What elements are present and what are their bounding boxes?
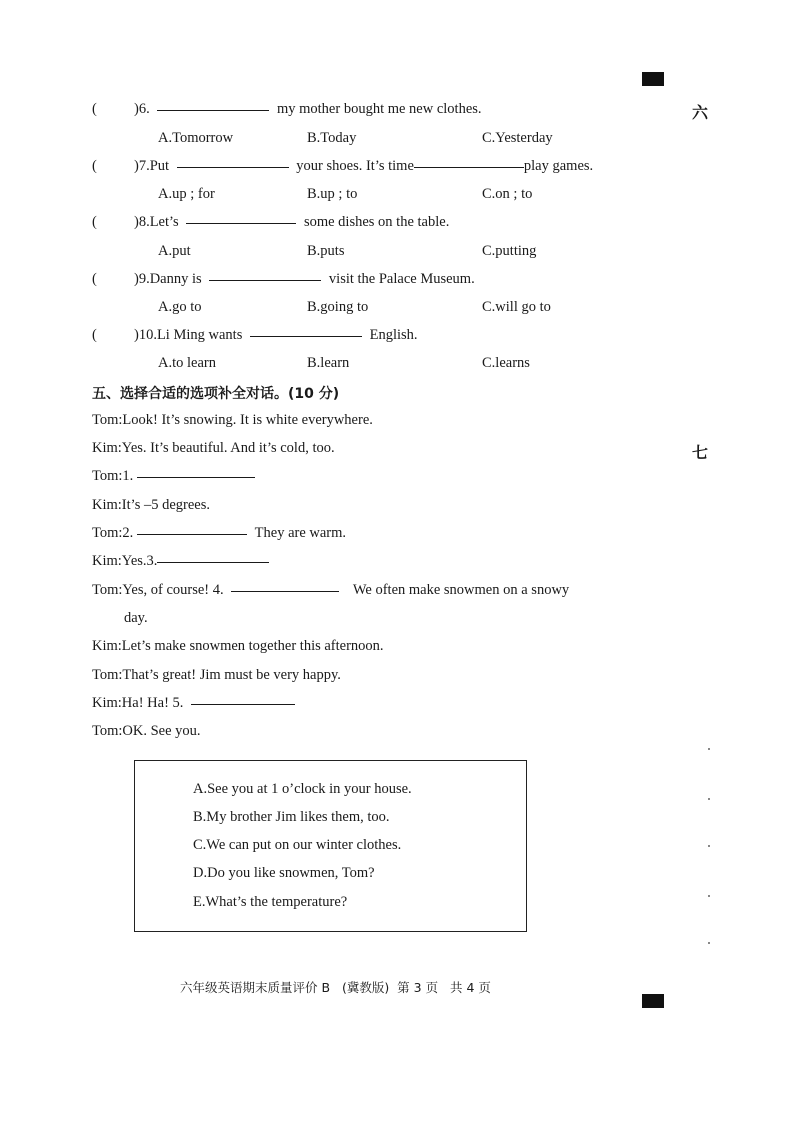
answer-blank[interactable] — [250, 335, 362, 337]
dialogue-text: Tom:Yes, of course! 4. — [92, 582, 224, 598]
scan-dot — [708, 942, 710, 944]
answer-blank[interactable] — [186, 222, 296, 224]
choice-b[interactable]: B.My brother Jim likes them, too. — [193, 809, 390, 825]
option-c[interactable]: C.putting — [482, 243, 537, 259]
question-rest: English. — [369, 327, 418, 343]
paren: ( — [92, 214, 97, 230]
paren: ( — [92, 101, 97, 117]
question-rest: play games. — [523, 158, 594, 174]
dialogue-line: Kim:Let’s make snowmen together this afternoon. — [92, 638, 384, 654]
answer-blank[interactable] — [177, 166, 289, 168]
answer-blank[interactable] — [209, 279, 321, 281]
answer-blank[interactable] — [137, 476, 255, 478]
question-text — [134, 327, 418, 344]
dialogue-line: Tom:Look! It’s snowing. It is white everywhere. — [92, 412, 373, 428]
option-c[interactable]: C.learns — [482, 355, 530, 371]
option-c[interactable]: C.on ; to — [482, 186, 533, 202]
option-b[interactable]: B.learn — [307, 355, 350, 371]
option-a[interactable]: A.Tomorrow — [158, 130, 234, 146]
dialogue-text: Kim:Ha! Ha! 5. — [92, 695, 184, 711]
question-rest: visit the Palace Museum. — [328, 271, 475, 287]
option-a[interactable]: A.put — [158, 243, 191, 259]
option-c[interactable]: C.Yesterday — [482, 130, 553, 146]
question-number: )10.Li Ming wants — [134, 327, 243, 343]
option-b[interactable]: B.up ; to — [307, 186, 358, 202]
dialogue-line: Tom:That’s great! Jim must be very happy. — [92, 667, 341, 683]
dialogue-line — [92, 553, 273, 570]
dialogue-line — [92, 468, 259, 485]
dialogue-rest: We often make snowmen on a snowy — [352, 582, 570, 598]
option-b[interactable]: B.going to — [307, 299, 369, 315]
question-number: )8.Let’s — [134, 214, 179, 230]
question-number: )9.Danny is — [134, 271, 202, 287]
dialogue-line — [92, 582, 569, 599]
paren: ( — [92, 271, 97, 287]
dialogue-text: Tom:2. — [92, 525, 134, 541]
choice-d[interactable]: D.Do you like snowmen, Tom? — [193, 865, 375, 881]
registration-mark-top — [642, 72, 664, 86]
registration-mark-bottom — [642, 994, 664, 1008]
side-label-six: 六 — [692, 103, 709, 122]
dialogue-line: Tom:OK. See you. — [92, 723, 201, 739]
section-heading: 五、选择合适的选项补全对话。(10 分) — [92, 386, 340, 402]
answer-blank[interactable] — [414, 166, 524, 168]
side-label-seven: 七 — [692, 443, 709, 462]
answer-blank[interactable] — [157, 109, 269, 111]
scan-dot — [708, 845, 710, 847]
dialogue-line: Kim:Yes. It’s beautiful. And it’s cold, too. — [92, 440, 335, 456]
question-text — [134, 101, 482, 118]
question-text — [134, 158, 593, 175]
answer-blank[interactable] — [157, 561, 269, 563]
option-a[interactable]: A.up ; for — [158, 186, 215, 202]
option-b[interactable]: B.puts — [307, 243, 345, 259]
option-a[interactable]: A.to learn — [158, 355, 216, 371]
choice-e[interactable]: E.What’s the temperature? — [193, 894, 348, 910]
question-rest: my mother bought me new clothes. — [276, 101, 482, 117]
question-number: )6. — [134, 101, 150, 117]
question-rest: some dishes on the table. — [303, 214, 450, 230]
scan-dot — [708, 748, 710, 750]
scan-dot — [708, 895, 710, 897]
choice-c[interactable]: C.We can put on our winter clothes. — [193, 837, 402, 853]
dialogue-line: Kim:It’s –5 degrees. — [92, 497, 210, 513]
dialogue-text: Kim:Yes.3. — [92, 553, 158, 569]
choices-box — [134, 760, 527, 932]
question-text — [134, 271, 475, 288]
question-number: )7.Put — [134, 158, 170, 174]
scan-dot — [708, 798, 710, 800]
dialogue-rest: They are warm. — [254, 525, 347, 541]
option-b[interactable]: B.Today — [307, 130, 357, 146]
option-a[interactable]: A.go to — [158, 299, 202, 315]
page-footer: 六年级英语期末质量评价 B (冀教版) 第 3 页 共 4 页 — [180, 980, 491, 995]
paren: ( — [92, 158, 97, 174]
dialogue-line — [92, 695, 299, 712]
question-middle: your shoes. It’s time — [296, 158, 414, 174]
question-text — [134, 214, 449, 231]
dialogue-line — [92, 525, 346, 542]
answer-blank[interactable] — [231, 590, 339, 592]
dialogue-line: day. — [124, 610, 148, 626]
choice-a[interactable]: A.See you at 1 o’clock in your house. — [193, 781, 412, 797]
answer-blank[interactable] — [191, 703, 295, 705]
paren: ( — [92, 327, 97, 343]
dialogue-text: Tom:1. — [92, 468, 134, 484]
option-c[interactable]: C.will go to — [482, 299, 551, 315]
answer-blank[interactable] — [137, 533, 247, 535]
